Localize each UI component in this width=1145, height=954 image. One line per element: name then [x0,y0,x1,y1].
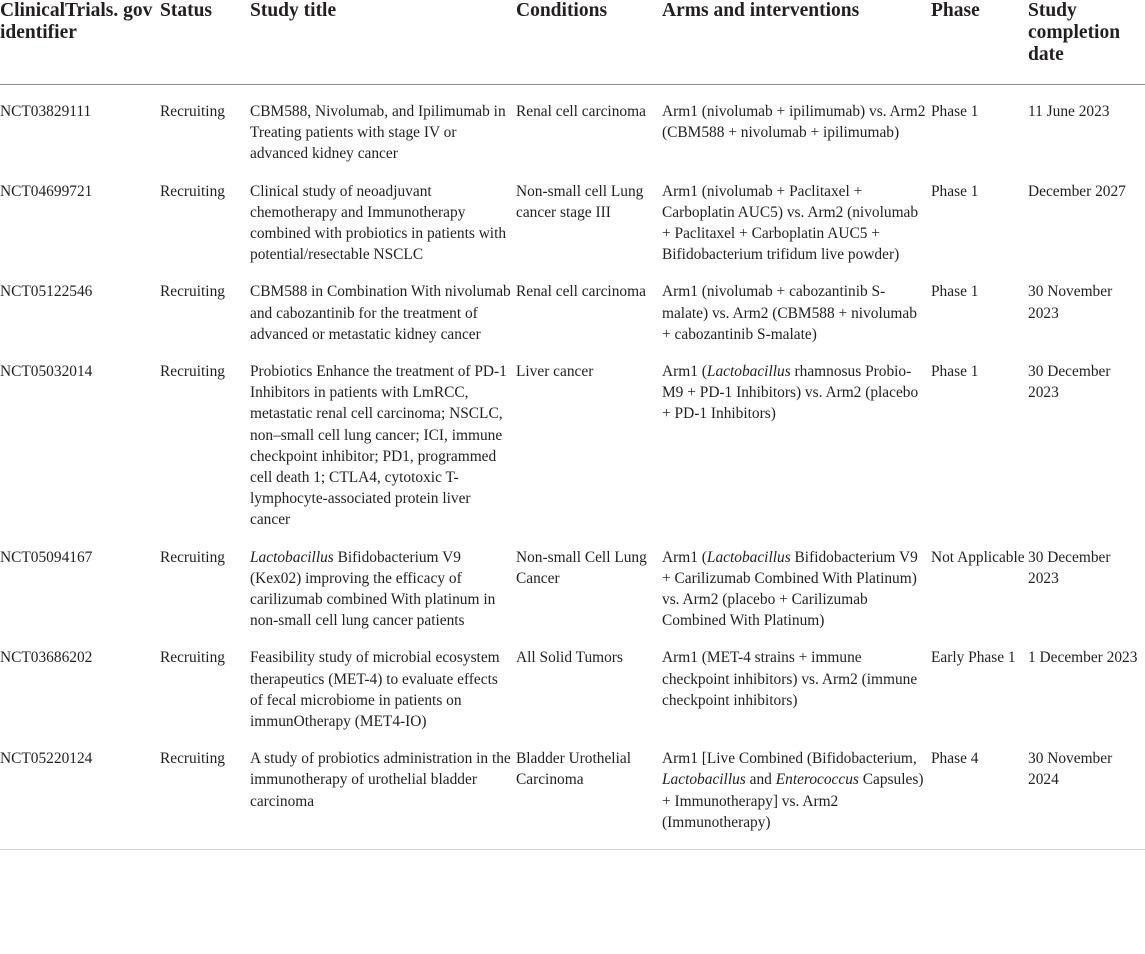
arms-genus-italic: Lactobacillus [706,548,791,566]
cell-identifier: NCT03829111 [0,103,92,120]
arms-text: Arm1 ( [662,363,707,381]
cell-completion-date: 1 December 2023 [1028,649,1138,667]
arms-text: Capsules) + Immunotherapy] vs. Arm2 (Immunotherapy) [662,771,924,831]
cell-status: Recruiting [160,283,225,301]
cell-identifier: NCT05220124 [0,732,160,849]
cell-completion-date: 30 December 2023 [1028,548,1111,587]
cell-conditions: Renal cell carcinoma [516,283,646,301]
arms-genus-italic: Lactobacillus [706,363,791,381]
cell-phase: Phase 4 [931,732,1028,849]
cell-conditions: Bladder Urothelial Carcinoma [516,732,662,849]
cell-conditions: Liver cancer [516,363,594,381]
cell-phase: Phase 1 [931,103,979,120]
arms-text: rhamnosus Probio-M9 + PD-1 Inhibitors) vs. Arm2 (placebo + PD-1 Inhibitors) [662,363,919,423]
cell-status: Recruiting [160,363,225,381]
cell-completion-date: December 2027 [1028,182,1126,200]
cell-conditions: Renal cell carcinoma [516,103,646,120]
title-genus-italic: Lactobacillus [250,548,334,566]
cell-phase: Phase 1 [931,363,979,381]
cell-completion-date: 30 November 2024 [1028,732,1145,849]
arms-text: Bifidobacterium V9 + Carilizumab Combined With Platinum) vs. Arm2 (placebo + Carilizumab Combined With Platinum) [662,548,918,630]
cell-identifier: NCT03686202 [0,649,93,667]
cell-arms [662,345,931,531]
header-conditions: Conditions [516,0,662,85]
cell-arms: Arm1 (nivolumab + cabozantinib S-malate) vs. Arm2 (CBM588 + nivolumab + cabozantinib S-malate) [662,283,917,343]
cell-completion-date: 30 November 2023 [1028,283,1113,322]
header-identifier: ClinicalTrials. gov identifier [0,0,160,85]
cell-arms: Arm1 (nivolumab + Paclitaxel + Carboplatin AUC5) vs. Arm2 (nivolumab + Paclitaxel + Carboplatin AUC5 + Bifidobacterium trifidum live powder) [662,182,919,264]
cell-study-title: CBM588, Nivolumab, and Ipilimumab in Treating patients with stage IV or advanced kidney cancer [250,103,506,163]
cell-conditions: Non-small Cell Lung Cancer [516,548,647,587]
cell-study-title: Probiotics Enhance the treatment of PD-1 Inhibitors in patients with LmRCC, metastatic renal cell carcinoma; NSCLC, non–small cell lung cancer; ICI, immune checkpoint inhibitor; PD1, programmed cell death 1; CTLA4, cytotoxic T-lymphocyte-associated protein liver cancer [250,363,507,529]
table-row [0,265,1145,345]
header-arms-interventions: Arms and interventions [662,0,931,85]
cell-conditions: All Solid Tumors [516,649,623,667]
table-row [0,85,1145,165]
cell-phase: Phase 1 [931,182,979,200]
header-study-title: Study title [250,0,516,85]
arms-genus-italic: Lactobacillus [662,771,746,789]
cell-status: Recruiting [160,732,250,849]
arms-text: Arm1 ( [662,548,707,566]
cell-identifier: NCT05032014 [0,363,93,381]
cell-identifier: NCT04699721 [0,182,93,200]
cell-arms [662,732,931,849]
table-row [0,631,1145,732]
cell-arms: Arm1 (MET-4 strains + immune checkpoint inhibitors) vs. Arm2 (immune checkpoint inhibitors) [662,649,918,709]
arms-genus-italic: Enterococcus [775,771,859,789]
cell-completion-date: 11 June 2023 [1028,103,1110,120]
table-row [0,732,1145,849]
cell-status: Recruiting [160,649,225,667]
cell-phase: Phase 1 [931,283,979,301]
cell-identifier: NCT05122546 [0,283,93,301]
cell-study-title: Clinical study of neoadjuvant chemotherapy and Immunotherapy combined with probiotics in patients with potential/resectable NSCLC [250,182,507,264]
cell-study-title: CBM588 in Combination With nivolumab and cabozantinib for the treatment of advanced or metastatic kidney cancer [250,283,511,343]
cell-status: Recruiting [160,548,225,566]
arms-text: Arm1 [Live Combined (Bifidobacterium, [662,750,917,768]
arms-text: and [745,771,776,789]
table-header-row [0,0,1145,85]
cell-arms: Arm1 (nivolumab + ipilimumab) vs. Arm2 (CBM588 + nivolumab + ipilimumab) [662,103,926,142]
cell-study-title: Feasibility study of microbial ecosystem therapeutics (MET-4) to evaluate effects of fecal microbiome in patients on immunOtherapy (MET4-IO) [250,649,500,731]
cell-status: Recruiting [160,182,225,200]
table-row [0,165,1145,266]
cell-identifier: NCT05094167 [0,548,93,566]
cell-phase: Early Phase 1 [931,649,1016,667]
title-text: Bifidobacterium V9 (Kex02) improving the efficacy of carilizumab combined With platinum in non-small cell lung cancer patients [250,548,496,630]
header-phase: Phase [931,0,1028,85]
cell-study-title [250,531,516,632]
cell-arms [662,531,931,632]
cell-phase: Not Applicable [931,548,1025,566]
cell-study-title: A study of probiotics administration in the immunotherapy of urothelial bladder carcinoma [250,732,516,849]
cell-status: Recruiting [160,103,225,120]
header-status: Status [160,0,250,85]
table-row [0,531,1145,632]
cell-completion-date: 30 December 2023 [1028,363,1111,402]
cell-conditions: Non-small cell Lung cancer stage III [516,182,644,221]
table-row [0,345,1145,531]
header-completion-date: Study completion date [1028,0,1145,85]
